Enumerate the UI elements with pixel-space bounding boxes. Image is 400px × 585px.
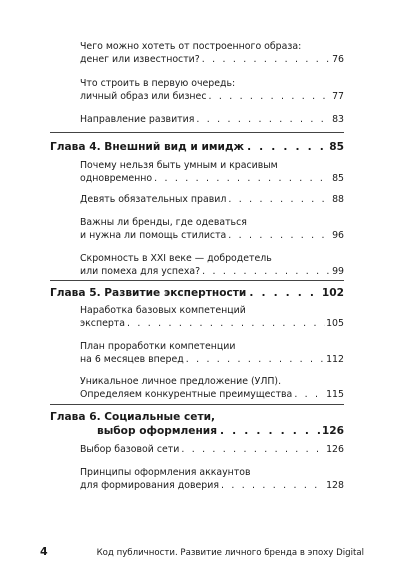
- divider: [50, 280, 344, 281]
- dot-leader: [249, 286, 321, 300]
- dot-leader: [202, 265, 331, 278]
- chapter-heading: [50, 410, 344, 438]
- toc-entry-text: Скромность в XXI веке — добродетель: [80, 253, 272, 264]
- toc-entry-text: Девять обязательных правил: [80, 194, 227, 205]
- toc-page-number: 126: [321, 425, 344, 437]
- toc-page-number: 115: [326, 389, 344, 400]
- toc-entry: [80, 77, 344, 103]
- toc-entry-text: Почему нельзя быть умным и красивым: [80, 160, 278, 171]
- toc-entry: [80, 304, 344, 330]
- toc-page-number: 99: [332, 266, 344, 277]
- toc-entry-text: Уникальное личное предложение (УЛП).: [80, 376, 282, 387]
- chapter-title: Глава 6. Социальные сети,: [50, 411, 216, 423]
- dot-leader: [154, 172, 331, 185]
- dot-leader: [220, 424, 321, 438]
- toc-entry: [80, 113, 344, 126]
- chapter-title: Глава 4. Внешний вид и имидж: [50, 141, 245, 153]
- toc-entry-text: личный образ или бизнес: [80, 91, 207, 102]
- toc-entry-text: Направление развития: [80, 114, 195, 125]
- toc-entry-text: План проработки компетенции: [80, 341, 236, 352]
- toc-page-number: 105: [326, 318, 344, 329]
- toc-entry: [80, 340, 344, 366]
- dot-leader: [228, 193, 331, 206]
- toc-page-number: 102: [321, 287, 344, 299]
- chapter-title: Глава 5. Развитие экспертности: [50, 287, 247, 299]
- running-title: Код публичности. Развитие личного бренда в эпоху Digital: [96, 548, 364, 558]
- dot-leader: [186, 353, 325, 366]
- dot-leader: [127, 317, 325, 330]
- toc-entry-text: Что строить в первую очередь:: [80, 78, 236, 89]
- toc-page-number: 83: [332, 114, 344, 125]
- toc-page-number: 128: [326, 480, 344, 491]
- dot-leader: [247, 140, 328, 154]
- dot-leader: [208, 90, 331, 103]
- toc-entry: [80, 466, 344, 492]
- page-number: 4: [40, 545, 48, 558]
- toc-entry-text: для формирования доверия: [80, 480, 219, 491]
- toc-entry-text: Наработка базовых компетенций: [80, 305, 246, 316]
- chapter-heading: [50, 140, 344, 154]
- dot-leader: [196, 113, 331, 126]
- dot-leader: [181, 443, 325, 456]
- divider: [50, 404, 344, 405]
- toc-entry: [80, 193, 344, 206]
- toc-page-number: 85: [329, 141, 344, 153]
- toc-page-number: 96: [332, 230, 344, 241]
- toc-page-number: 85: [332, 173, 344, 184]
- toc-page-number: 126: [326, 444, 344, 455]
- toc-entry-text: на 6 месяцев вперед: [80, 354, 184, 365]
- toc-page-number: 77: [332, 91, 344, 102]
- chapter-title: выбор оформления: [97, 425, 218, 437]
- dot-leader: [202, 53, 331, 66]
- toc-entry-text: Принципы оформления аккаунтов: [80, 467, 251, 478]
- toc-page-number: 88: [332, 194, 344, 205]
- toc-entry: [80, 216, 344, 242]
- chapter-heading: [50, 286, 344, 300]
- dot-leader: [294, 388, 325, 401]
- toc-entry-text: и нужна ли помощь стилиста: [80, 230, 227, 241]
- toc-entry: [80, 375, 344, 401]
- toc-entry: [80, 443, 344, 456]
- toc-page-number: 112: [326, 354, 344, 365]
- toc-entry: [80, 40, 344, 66]
- toc-entry-text: или помеха для успеха?: [80, 266, 201, 277]
- toc-entry: [80, 159, 344, 185]
- toc-page-number: 76: [332, 54, 344, 65]
- toc-entry-text: Выбор базовой сети: [80, 444, 180, 455]
- dot-leader: [228, 229, 331, 242]
- toc-entry-text: одновременно: [80, 173, 153, 184]
- toc-entry-text: Важны ли бренды, где одеваться: [80, 217, 247, 228]
- divider: [50, 132, 344, 133]
- toc-entry: [80, 252, 344, 278]
- toc-entry-text: Определяем конкурентные преимущества: [80, 389, 293, 400]
- toc-entry-text: эксперта: [80, 318, 126, 329]
- toc-entry-text: денег или известности?: [80, 54, 200, 65]
- page-footer: [40, 545, 364, 558]
- dot-leader: [221, 479, 325, 492]
- toc-entry-text: Чего можно хотеть от построенного образа:: [80, 41, 302, 52]
